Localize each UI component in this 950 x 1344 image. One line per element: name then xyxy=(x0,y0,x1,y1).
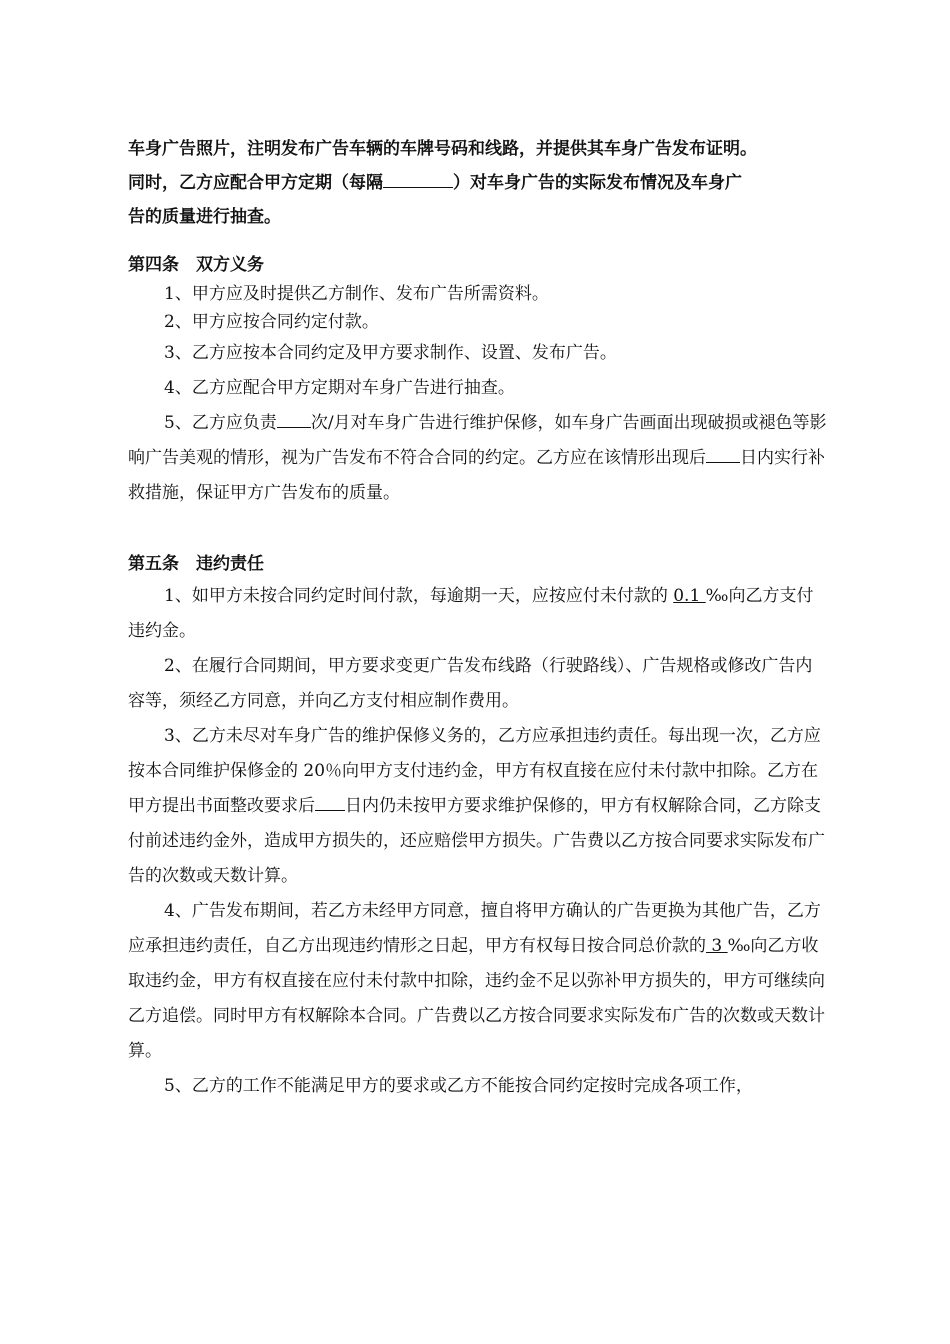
article-4-section xyxy=(128,250,828,511)
article-5-item-1-part-b: ‰向乙方支付违约金。 xyxy=(128,586,814,641)
intro-line-2-start: 同时，乙方应配合甲方定期（每隔 xyxy=(128,173,383,193)
article-5-item-2: 2、在履行合同期间，甲方要求变更广告发布线路（行驶路线）、广告规格或修改广告内容等，须经乙方同意，并向乙方支付相应制作费用。 xyxy=(128,656,813,711)
article-5-title: 第五条 违约责任 xyxy=(128,554,264,574)
article-4-item-2: 2、甲方应按合同约定付款。 xyxy=(164,312,379,332)
late-payment-rate-value: 0.1 xyxy=(673,586,706,606)
article-5-item-5: 5、乙方的工作不能满足甲方的要求或乙方不能按合同约定按时完成各项工作， xyxy=(164,1076,753,1096)
interval-blank xyxy=(383,171,453,188)
article-4-item-4: 4、乙方应配合甲方定期对车身广告进行抽查。 xyxy=(164,378,515,398)
article-5-item-3-part-b: 日内仍未按甲方要求维护保修的，甲方有权解除合同，乙方除支付前述违约金外，造成甲方损失的，还应赔偿甲方损失。广告费以乙方按合同要求实际发布广告的次数或天数计算。 xyxy=(128,796,825,886)
intro-line-1: 车身广告照片，注明发布广告车辆的车牌号码和线路，并提供其车身广告发布证明。 xyxy=(128,139,757,159)
article-4-item-5-part-b: 次/月对车身广告进行维护保修，如车身广告画面出现破损或褪色等影响广告美观的情形，视为广告发布不符合合同的约定。乙方应在该情形出现后 xyxy=(128,413,827,468)
article-5-item-4-part-a: 4、广告发布期间，若乙方未经甲方同意，擅自将甲方确认的广告更换为其他广告，乙方应承担违约责任，自乙方出现违约情形之日起，甲方有权每日按合同总价款的 xyxy=(128,901,821,956)
article-5-item-3 xyxy=(128,719,828,894)
contract-body xyxy=(128,132,828,1104)
article-4-item-3: 3、乙方应按本合同约定及甲方要求制作、设置、发布广告。 xyxy=(164,343,617,363)
maintenance-times-blank xyxy=(277,411,311,428)
intro-paragraph xyxy=(128,132,828,234)
intro-line-2-end: ）对车身广告的实际发布情况及车身广 xyxy=(453,173,742,193)
intro-line-3: 告的质量进行抽查。 xyxy=(128,207,281,227)
article-5-item-1-part-a: 1、如甲方未按合同约定时间付款，每逾期一天，应按应付未付款的 xyxy=(164,586,674,606)
article-4-item-5 xyxy=(128,406,828,511)
daily-penalty-rate-value: 3 xyxy=(706,936,728,956)
article-5-item-4-part-b: ‰向乙方收取违约金，甲方有权直接在应付未付款中扣除，违约金不足以弥补甲方损失的，甲方可继续向乙方追偿。同时甲方有权解除本合同。广告费以乙方按合同要求实际发布广告的次数或天数计算。 xyxy=(128,936,825,1061)
article-4-item-5-part-a: 5、乙方应负责 xyxy=(164,413,277,433)
article-4-item-5-part-c: 日内实行补救措施，保证甲方广告发布的质量。 xyxy=(128,448,825,503)
article-4-title: 第四条 双方义务 xyxy=(128,255,264,275)
article-5-section xyxy=(128,549,828,1104)
article-4-item-1: 1、甲方应及时提供乙方制作、发布广告所需资料。 xyxy=(164,284,549,304)
intro-line-2 xyxy=(128,166,828,200)
article-5-item-3-part-a: 3、乙方未尽对车身广告的维护保修义务的，乙方应承担违约责任。每出现一次，乙方应按本合同维护保修金的 20％向甲方支付违约金，甲方有权直接在应付未付款中扣除。乙方在甲方提出书面整改要求后 xyxy=(128,726,821,816)
remedy-days-blank xyxy=(706,446,740,463)
rectification-days-blank xyxy=(315,794,345,811)
article-5-item-4 xyxy=(128,894,828,1069)
article-5-item-1 xyxy=(128,579,828,649)
